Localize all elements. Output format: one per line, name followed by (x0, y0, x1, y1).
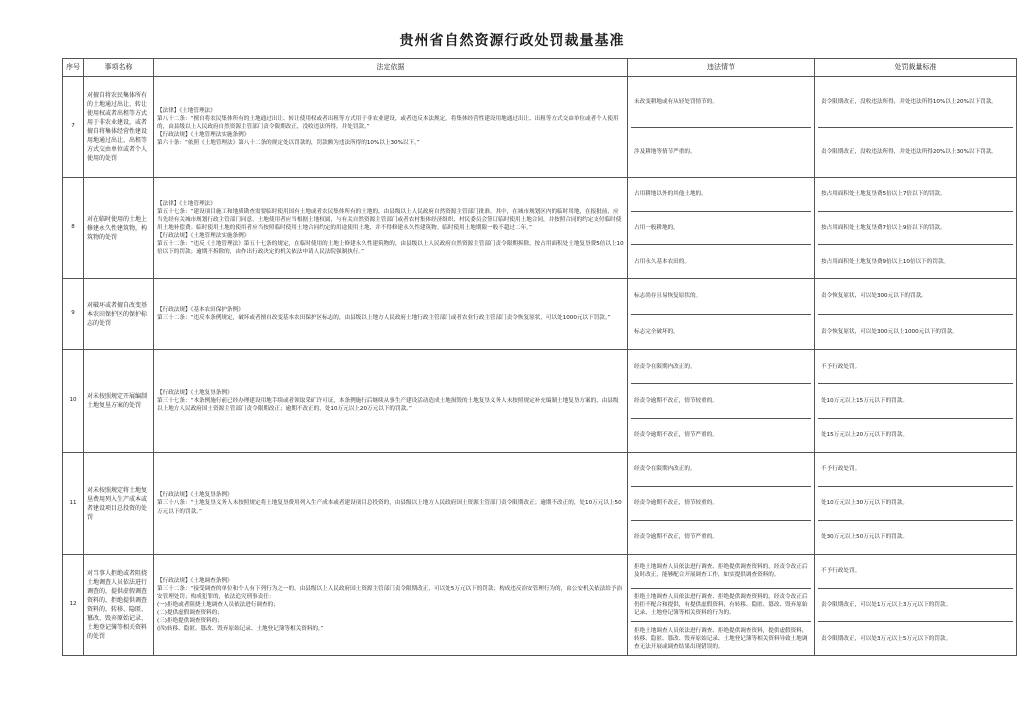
item-name: 对当事人拒绝或者阻挠土地调查人员依法进行调查的，提供虚假调查资料的，拒绝提供调查资料的，转移、隐匿、篡改、毁弃原始记录、土地登记簿等相关资料的处罚 (84, 555, 154, 656)
basis-paragraph: 第五十二条：“违反《土地管理法》第五十七条的规定，在临时使用的土地上修建永久性建筑物的，由县级以上人民政府自然资源主管部门责令限期拆除，按占用面积处土地复垦费5倍以上10倍以下的罚款；逾期不拆除的，由作出行政决定的机关依法申请人民法院强制执行。” (157, 241, 624, 256)
circumstance-text: 经责令逾期不改正，情节严重的。 (634, 534, 718, 541)
table-row (63, 350, 1017, 453)
standard-text: 责令限期改正，可以处3万元以上5万元以下的罚款。 (821, 635, 952, 642)
basis-paragraph: (三)拒绝提供调查资料的； (157, 618, 223, 625)
legal-basis (154, 77, 628, 178)
standard-cell (815, 279, 1017, 350)
basis-paragraph: 【行政法规】《基本农田保护条例》 (157, 306, 244, 313)
standard-cell (815, 453, 1017, 555)
table-row (63, 453, 1017, 555)
header-row (63, 59, 1017, 77)
circumstance-cell (628, 350, 815, 453)
standard-text: 处10万元以上30万元以下的罚款。 (818, 487, 1013, 521)
table-row (63, 178, 1017, 279)
basis-paragraph: 【行政法规】《土地管理法实施条例》 (157, 132, 250, 139)
row-number: 9 (63, 279, 84, 350)
standard-text: 处15万元以上20万元以下的罚款。 (821, 432, 908, 439)
circumstance-text: 拒绝土地调查人员依法进行调查、拒绝提供调查资料，提供虚假资料，转移、隐匿、篡改、毁弃原始记录、土地登记簿等相关资料导致土地调查无法开展或调查结果出现错误的。 (634, 627, 808, 650)
row-number: 12 (63, 555, 84, 656)
basis-paragraph: 第八十二条：“擅自将农民集体所有的土地通过出让、转让使用权或者出租等方式用于非农业建设，或者违反本法规定，将集体经营性建设用地通过出让、出租等方式交由单位或者个人使用的，由县级以上人民政府自然资源主管部门责令限期改正，没收违法所得，并处罚款。” (157, 115, 619, 130)
standard-cell (815, 350, 1017, 453)
standard-text: 处10万元以上15万元以下的罚款。 (818, 384, 1013, 418)
page-title: 贵州省自然资源行政处罚裁量基准 (399, 33, 625, 49)
basis-paragraph: 【行政法规】《土地管理法实施条例》 (157, 233, 250, 240)
row-number: 7 (63, 77, 84, 178)
circumstance-cell (628, 453, 815, 555)
standard-text: 责令限期改正，没收违法所得，并处违法所得10%以上20%以下罚款。 (818, 77, 1013, 128)
standard-cell (815, 77, 1017, 178)
standard-text: 按占用面积处土地复垦费9倍以上10倍以下的罚款。 (821, 258, 950, 265)
table-row (63, 555, 1017, 656)
basis-paragraph: 第三十七条：“本条例施行前已经办理建设用地手续或者领取采矿许可证，本条例施行后继续从事生产建设活动造成土地损毁的土地复垦义务人未按照规定补充编制土地复垦方案的，由县级以上地方人民政府国土资源主管部门责令限期改正；逾期不改正的，处10万元以上20万元以下的罚款。” (157, 397, 619, 413)
standard-text: 责令限期改正，可以处1万元以上3万元以下的罚款。 (818, 589, 1013, 623)
circumstance-text: 经责令在限期内改正的。 (631, 453, 811, 487)
basis-paragraph: 【法律】《土地管理法》 (157, 107, 216, 114)
basis-paragraph: 【行政法规】《土地复垦条例》 (157, 492, 233, 499)
circumstance-text: 经责令逾期不改正，情节较重的。 (631, 487, 811, 521)
table-row (63, 77, 1017, 178)
standard-text: 不予行政处罚。 (818, 555, 1013, 589)
basis-paragraph: (一)拒绝或者阻挠土地调查人员依法进行调查的； (157, 601, 279, 608)
circumstance-text: 拒绝土地调查人员依法进行调查、拒绝提供调查资料的，经责令改正后仍拒不配合和提供，有提供虚假资料，有转移、隐匿、篡改、毁弃原始记录、土地登记簿等相关资料的行为的。 (631, 589, 811, 623)
circumstance-cell (628, 178, 815, 279)
basis-paragraph: 第五十七条：“建设项目施工和地质勘查需要临时使用国有土地或者农民集体所有的土地的，由县级以上人民政府自然资源主管部门批准。其中，在城市规划区内的临时用地，在报批前，应当先经有关城市规划行政主管部门同意。土地使用者应当根据土地权属，与有关自然资源主管部门或者农村集体经济组织、村民委员会签订临时使用土地合同，并按照合同的约定支付临时使用土地补偿费。临时使用土地的使用者应当按照临时使用土地合同约定的用途使用土地，并不得修建永久性建筑物。临时使用土地期限一般不超过二年。” (157, 208, 622, 231)
header-circumstance: 违法情节 (628, 59, 815, 77)
standard-text: 按占用面积处土地复垦费5倍以上7倍以下的罚款。 (818, 178, 1013, 212)
header-no: 序号 (63, 59, 84, 77)
basis-paragraph: 第三十八条：“土地复垦义务人未按照规定将土地复垦费用列入生产成本或者建设项目总投资的，由县级以上地方人民政府国土资源主管部门责令限期改正；逾期不改正的，处10万元以上50万元以下的罚款。” (157, 500, 622, 515)
item-name: 对未按照规定将土地复垦费用列入生产成本或者建设项目总投资的处罚 (84, 453, 154, 555)
item-name: 对在临时使用的土地上修建永久性建筑物，构筑物的处罚 (84, 178, 154, 279)
table-row (63, 279, 1017, 350)
header-standard: 处罚裁量标准 (815, 59, 1017, 77)
circumstance-cell (628, 77, 815, 178)
standard-cell (815, 555, 1017, 656)
circumstance-text: 占用耕地以外的其他土地的。 (631, 178, 811, 212)
circumstance-text: 经责令逾期不改正，情节较重的。 (631, 384, 811, 418)
basis-paragraph: 【行政法规】《土地调查条例》 (157, 577, 233, 584)
standard-text: 责令限期改正，没收违法所得，并处违法所得20%以上30%以下罚款。 (821, 149, 997, 156)
circumstance-text: 未改变耕地或有从轻处罚情节的。 (631, 77, 811, 128)
basis-paragraph: (四)转移、隐匿、篡改、毁弃原始记录、土地登记簿等相关资料的。” (157, 626, 324, 633)
standard-text: 责令恢复原状，可以处300元以下的罚款。 (818, 279, 1013, 315)
item-name: 对擅自将农民集体所有的土地通过出让、转让使用权或者出租等方式用于非农业建设，或者擅自将集体经营性建设用地通过出让、出租等方式交由单位或者个人使用的处罚 (84, 77, 154, 178)
item-name: 对未按照规定开展编制土地复垦方案的处罚 (84, 350, 154, 453)
basis-paragraph: 【法律】《土地管理法》 (157, 200, 216, 207)
discretion-table (62, 58, 1017, 656)
standard-text: 处30万元以上50万元以下的罚款。 (821, 534, 908, 541)
row-number: 10 (63, 350, 84, 453)
circumstance-cell (628, 555, 815, 656)
circumstance-text: 标志尚存且易恢复原状的。 (631, 279, 811, 315)
basis-paragraph: 第三十二条：“违反本条例规定，破坏或者擅自改变基本农田保护区标志的，由县级以上地方人民政府土地行政主管部门或者农业行政主管部门责令恢复原状，可以处1000元以下罚款。” (157, 315, 611, 321)
standard-text: 不予行政处罚。 (818, 453, 1013, 487)
header-basis: 法定依据 (154, 59, 628, 77)
basis-paragraph: 第三十二条：“接受调查的单位和个人有下列行为之一的，由县级以上人民政府国土资源主管部门责令限期改正，可以处5万元以下的罚款；构成违反治安管理行为的，由公安机关依法给予治安管理处罚；构成犯罪的，依法追究刑事责任： (157, 585, 623, 600)
row-number: 11 (63, 453, 84, 555)
header-item: 事项名称 (84, 59, 154, 77)
circumstance-text: 标志完全破坏的。 (634, 328, 679, 335)
basis-paragraph: 【行政法规】《土地复垦条例》 (157, 389, 233, 396)
standard-text: 不予行政处罚。 (818, 350, 1013, 384)
circumstance-text: 拒绝土地调查人员依法进行调查、拒绝提供调查资料的，经责令改正后及时改正，能够配合开展调查工作，如实提供调查资料的。 (631, 555, 811, 589)
row-number: 8 (63, 178, 84, 279)
legal-basis (154, 178, 628, 279)
basis-paragraph: 第六十条：“依照《土地管理法》第八十二条的规定处以罚款的，罚款额为违法所得的10%以上30%以下。” (157, 140, 420, 147)
circumstance-text: 经责令在限期内改正的。 (631, 350, 811, 384)
circumstance-cell (628, 279, 815, 350)
legal-basis (154, 555, 628, 656)
standard-cell (815, 178, 1017, 279)
item-name: 对破坏或者擅自改变基本农田保护区的保护标志的处罚 (84, 279, 154, 350)
circumstance-text: 涉及耕地等情节严重的。 (634, 149, 696, 156)
circumstance-text: 占用永久基本农田的。 (634, 258, 690, 265)
circumstance-text: 占用一般耕地的。 (631, 212, 811, 246)
legal-basis (154, 350, 628, 453)
standard-text: 按占用面积处土地复垦费7倍以上9倍以下的罚款。 (818, 212, 1013, 246)
legal-basis (154, 453, 628, 555)
circumstance-text: 经责令逾期不改正，情节严重的。 (634, 432, 718, 439)
legal-basis (154, 279, 628, 350)
standard-text: 责令恢复原状，可以处300元以上1000元以下的罚款。 (821, 328, 958, 335)
basis-paragraph: (二)提供虚假调查资料的； (157, 610, 223, 617)
